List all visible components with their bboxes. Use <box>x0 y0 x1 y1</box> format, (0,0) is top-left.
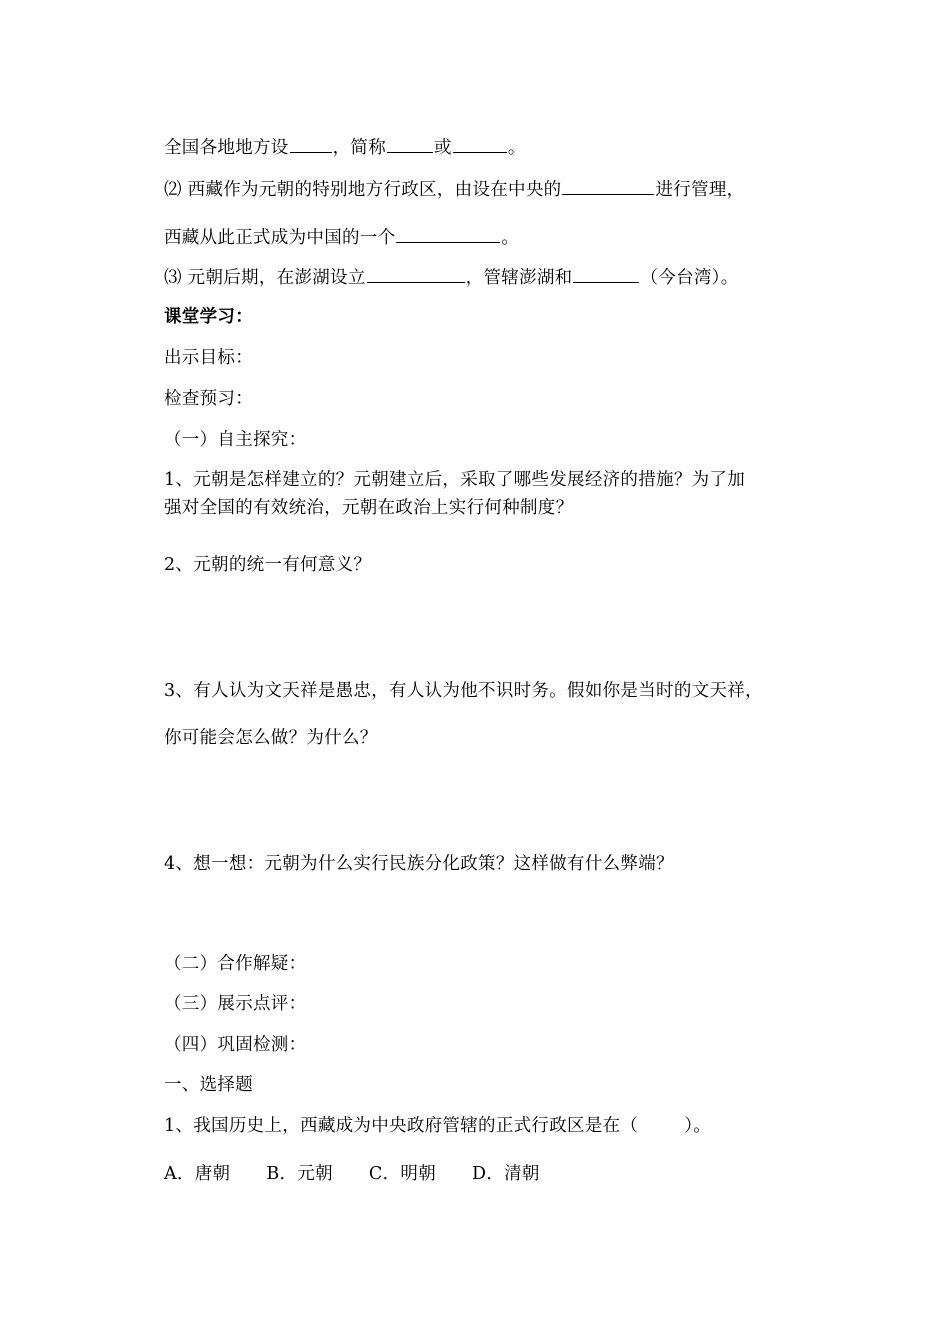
text: 1、我国历史上，西藏成为中央政府管辖的正式行政区是在（ <box>164 1116 639 1136</box>
mc-options <box>164 1162 540 1186</box>
preview-label: 检查预习： <box>164 389 253 409</box>
option-a: A．唐朝 <box>164 1164 231 1184</box>
goals-label: 出示目标： <box>164 348 253 368</box>
text: 。 <box>507 138 526 158</box>
option-d: D．清朝 <box>472 1164 540 1184</box>
text: 。 <box>501 228 520 248</box>
text: （今台湾）。 <box>640 268 739 288</box>
text: ）。 <box>684 1116 712 1136</box>
option-b: B．元朝 <box>266 1164 333 1184</box>
text: 西藏从此正式成为中国的一个 <box>164 228 396 248</box>
question-3-line-2: 你可能会怎么做？为什么？ <box>164 728 378 748</box>
subsection-1: （一）自主探究： <box>164 430 307 450</box>
text: ⑶ 元朝后期，在澎湖设立 <box>164 268 366 288</box>
text: 进行管理， <box>655 180 745 200</box>
question-2: 2、元朝的统一有何意义？ <box>164 555 372 575</box>
section-heading: 课堂学习： <box>164 307 253 327</box>
answer-blank <box>562 176 654 195</box>
subsection-2: （二）合作解疑： <box>164 954 307 974</box>
text: 或 <box>434 138 452 158</box>
answer-blank <box>290 134 332 153</box>
fill-line-2 <box>164 176 744 202</box>
text: ⑵ 西藏作为元朝的特别地方行政区，由设在中央的 <box>164 180 562 200</box>
answer-blank <box>453 134 507 153</box>
text: 全国各地地方设 <box>164 138 289 158</box>
answer-blank <box>387 134 433 153</box>
answer-blank <box>573 264 639 283</box>
text: ，简称 <box>332 138 387 158</box>
text: ，管辖澎湖和 <box>465 268 573 288</box>
question-3-line-1: 3、有人认为文天祥是愚忠，有人认为他不识时务。假如你是当时的文天祥， <box>164 681 763 701</box>
fill-line-4 <box>164 264 739 290</box>
option-c: C．明朝 <box>368 1164 436 1184</box>
part-heading: 一、选择题 <box>164 1075 253 1095</box>
question-1-line-1: 1、元朝是怎样建立的？元朝建立后，采取了哪些发展经济的措施？为了加 <box>164 470 746 490</box>
question-4: 4、想一想：元朝为什么实行民族分化政策？这样做有什么弊端？ <box>164 854 674 874</box>
answer-blank <box>367 264 465 283</box>
subsection-3: （三）展示点评： <box>164 994 307 1014</box>
mc-question-1 <box>164 1114 711 1138</box>
answer-blank <box>396 224 500 243</box>
subsection-4: （四）巩固检测： <box>164 1035 307 1055</box>
fill-line-3 <box>164 224 519 250</box>
fill-line-1 <box>164 134 526 160</box>
question-1-line-2: 强对全国的有效统治，元朝在政治上实行何种制度？ <box>164 498 574 518</box>
